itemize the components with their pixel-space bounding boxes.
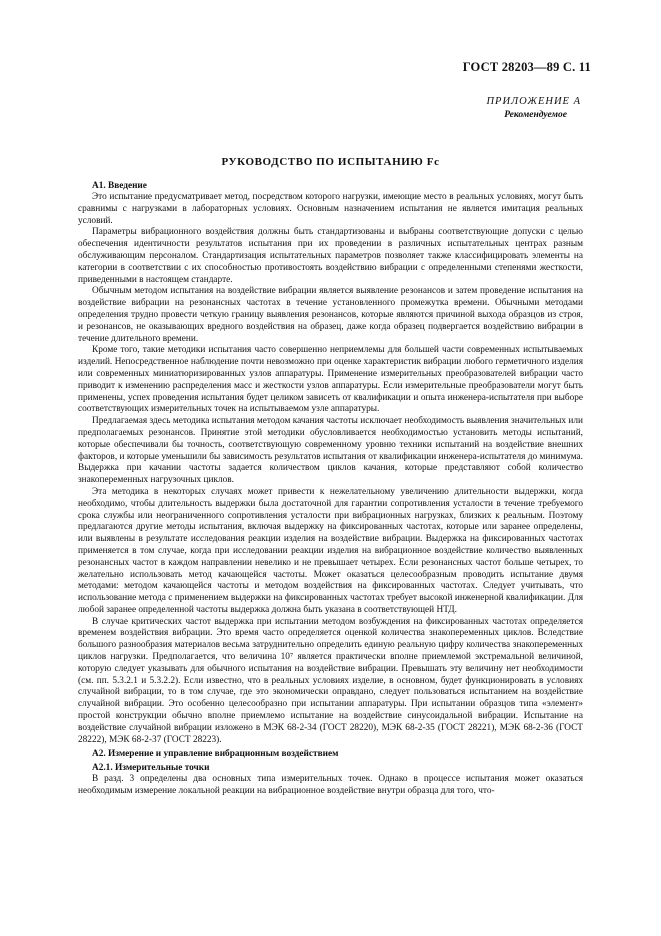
paragraph: В разд. 3 определены два основных типа измерительных точек. Однако в процессе испытания может оказаться необходимым измерение локальной реакции на вибрационное воздействие внутри образца для того, что-: [78, 774, 583, 797]
paragraph: Обычным методом испытания на воздействие вибрации является выявление резонансов и затем проведение испытания на воздействие вибрации на резонансных частотах в течение установленного промежутка времени. Обычными методами определения трудно провести четкую границу выявления резонансов, которые являются причиной выхода образцов из строя, и резонансов, не оказывающих вредного воздействия на образец, даже когда образец подвергается воздействию вибрации в течение длительного времени.: [78, 286, 583, 344]
paragraph: Это испытание предусматривает метод, посредством которого нагрузки, имеющие место в реальных условиях, могут быть сравнимы с нагрузками в лабораторных условиях. Основным назначением испытания не является имитация реальных условий.: [78, 192, 583, 226]
appendix-label: ПРИЛОЖЕНИЕ А: [486, 96, 581, 107]
document-title: РУКОВОДСТВО ПО ИСПЫТАНИЮ Fc: [221, 156, 440, 168]
paragraph: Предлагаемая здесь методика испытания методом качания частоты исключает необходимость выявления значительных или предполагаемых резонансов. Принятие этой методики обусловливается необходимостью установить методы испытаний, которые обеспечивали бы точность, соответствующую современному уровню техники испытаний на воздействие внешних факторов, и которые уменьшили бы зависимость результатов испытания от квалификации инженера-испытателя до минимума. Выдержка при качании частоты задается количеством циклов качания, которые представляют собой количество знакопеременных нагрузочных циклов.: [78, 416, 583, 486]
document-body: [78, 180, 583, 798]
paragraph: Эта методика в некоторых случаях может привести к нежелательному увеличению длительности выдержки, когда необходимо, чтобы длительность выдержки была достаточной для гарантии сопротивления усталости в течение требуемого срока службы или неограниченного сопротивления усталости при вибрационных нагрузках, близких к реальным. Поэтому предлагаются другие методы испытания, включая выдержку на фиксированных частотах, которые или заранее определены, или выявлены в результате исследования реакции изделия на воздействие вибрации. Выдержка на фиксированных частотах применяется в том случае, когда при исследовании реакции изделия на вибрационное воздействие количество выявленных резонансных частот в каждом направлении невелико и не превышает четырех. Если резонансных частот больше четырех, то желательно использовать метод качающейся частоты. Может оказаться целесообразным проводить испытание двумя методами: методом качающейся частоты и методом воздействия на фиксированных частотах. Следует учитывать, что использование метода с применением выдержки на фиксированных частотах требует высокой инженерной квалификации. Для любой заранее определенной частоты выдержка должна быть указана в соответствующей НТД.: [78, 486, 583, 615]
section-heading-a2: А2. Измерение и управление вибрационным воздействием: [92, 749, 339, 760]
subsection-heading-a21: А2.1. Измерительные точки: [92, 763, 210, 774]
paragraph: Кроме того, такие методики испытания часто совершенно неприемлемы для большей части современных испытываемых изделий. Непосредственное наблюдение почти невозможно при оценке характеристик вибрации любого герметичного изделия или современных миниатюризированных узлов аппаратуры. Применение измерительных преобразователей вибрации часто приводит к изменению распределения масс и жесткости узлов аппаратуры. Если измерительные преобразователи могут быть применены, успех проведения испытания будет целиком зависеть от квалификации и опыта инженера-испытателя при выборе соответствующих измерительных точек на испытываемом узле аппаратуры.: [78, 345, 583, 415]
page-header: ГОСТ 28203—89 С. 11: [462, 60, 591, 74]
appendix-status: Рекомендуемое: [504, 110, 567, 120]
paragraph: Параметры вибрационного воздействия должны быть стандартизованы и выбраны соответствующие допуски с целью обеспечения идентичности результатов испытания при их проведении в различных испытательных центрах разным обслуживающим персоналом. Стандартизация испытательных параметров позволяет также классифицировать элементы на категории в соответствии с их способностью противостоять воздействию вибрации с определенными степенями жесткости, приведенными в настоящем стандарте.: [78, 227, 583, 285]
section-heading-a1: А1. Введение: [92, 181, 147, 191]
paragraph: В случае критических частот выдержка при испытании методом возбуждения на фиксированных частотах определяется временем воздействия вибрации. Это время часто определяется оценкой количества знакопеременных циклов. Вследствие большого разнообразия материалов весьма затруднительно определить единую реальную цифру количества знакопеременных циклов нагрузки. Предполагается, что величина 10⁷ является практически вполне приемлемой экстремальной величиной, которую следует указывать для обычного испытания на воздействие вибрации. Превышать эту величину нет необходимости (см. пп. 5.3.2.1 и 5.3.2.2). Если известно, что в реальных условиях изделие, в основном, будет функционировать в условиях случайной вибрации, то в том случае, где это экономически оправдано, следует пользоваться испытанием на воздействие случайной вибрации. Это особенно целесообразно при испытании аппаратуры. При испытании образцов типа «элемент» простой конструкции обычно вполне приемлемо испытание на воздействие синусоидальной вибрации. Испытание на воздействие случайной вибрации изложено в МЭК 68-2-34 (ГОСТ 28220), МЭК 68-2-35 (ГОСТ 28221), МЭК 68-2-36 (ГОСТ 28222), МЭК 68-2-37 (ГОСТ 28223).: [78, 616, 583, 745]
